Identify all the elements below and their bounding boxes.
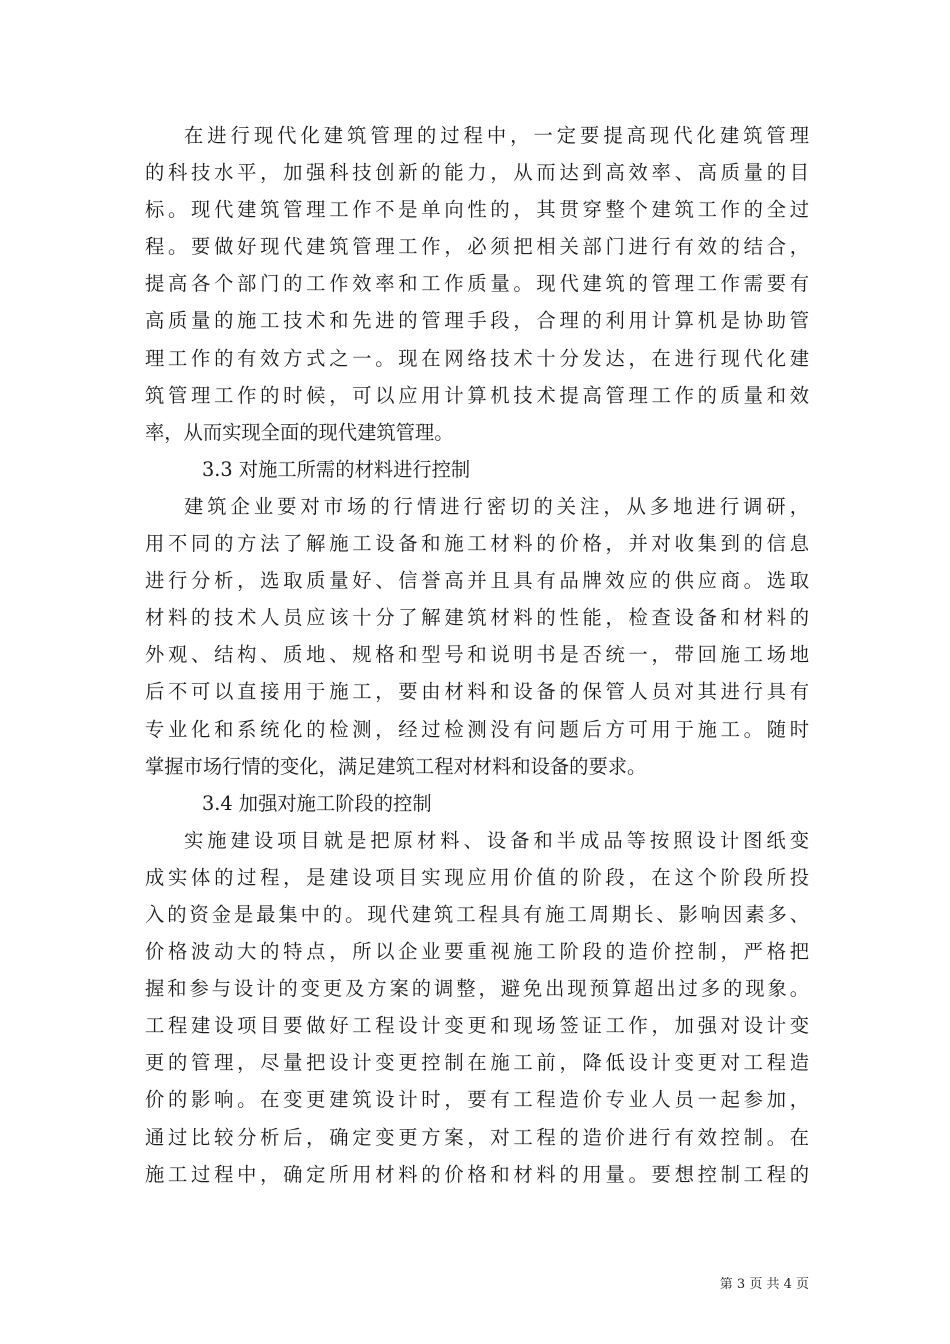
text-line: 率，从而实现全面的现代建筑管理。 [145, 420, 454, 444]
text-line: 标。现代建筑管理工作不是单向性的，其贯穿整个建筑工作的全过 [145, 198, 809, 222]
text-line: 外观、结构、质地、规格和型号和说明书是否统一，带回施工场地 [145, 643, 809, 667]
text-line: 实施建设项目就是把原材料、设备和半成品等按照设计图纸变 [184, 828, 809, 852]
text-line: 进行分析，选取质量好、信誉高并且具有品牌效应的供应商。选取 [145, 569, 809, 593]
text-line: 建筑企业要对市场的行情进行密切的关注，从多地进行调研， [184, 494, 809, 518]
text-line: 专业化和系统化的检测，经过检测没有问题后方可用于施工。随时 [145, 717, 809, 741]
section-heading: 3.4 加强对施工阶段的控制 [202, 791, 432, 815]
text-line: 的科技水平，加强科技创新的能力，从而达到高效率、高质量的目 [145, 161, 809, 185]
text-line: 施工过程中，确定所用材料的价格和材料的用量。要想控制工程的 [145, 1162, 809, 1186]
text-line: 筑管理工作的时候，可以应用计算机技术提高管理工作的质量和效 [145, 383, 809, 407]
text-line: 理工作的有效方式之一。现在网络技术十分发达，在进行现代化建 [145, 346, 809, 370]
page-number: 第 3 页 共 4 页 [719, 1277, 809, 1292]
text-line: 更的管理，尽量把设计变更控制在施工前，降低设计变更对工程造 [145, 1051, 809, 1075]
text-line: 提高各个部门的工作效率和工作质量。现代建筑的管理工作需要有 [145, 272, 809, 296]
text-line: 材料的技术人员应该十分了解建筑材料的性能，检查设备和材料的 [145, 606, 809, 630]
text-line: 价格波动大的特点，所以企业要重视施工阶段的造价控制，严格把 [145, 940, 809, 964]
text-line: 高质量的施工技术和先进的管理手段，合理的利用计算机是协助管 [145, 309, 809, 333]
text-line: 握和参与设计的变更及方案的调整，避免出现预算超出过多的现象。 [145, 977, 809, 1001]
text-line: 在进行现代化建筑管理的过程中，一定要提高现代化建筑管理 [184, 124, 809, 147]
text-line: 通过比较分析后，确定变更方案，对工程的造价进行有效控制。在 [145, 1125, 809, 1149]
text-line: 程。要做好现代建筑管理工作，必须把相关部门进行有效的结合， [145, 235, 809, 259]
text-line: 工程建设项目要做好工程设计变更和现场签证工作，加强对设计变 [145, 1014, 809, 1038]
text-line: 掌握市场行情的变化，满足建筑工程对材料和设备的要求。 [145, 754, 647, 778]
text-line: 入的资金是最集中的。现代建筑工程具有施工周期长、影响因素多、 [145, 902, 809, 926]
document-body [145, 117, 809, 1193]
section-heading: 3.3 对施工所需的材料进行控制 [202, 457, 471, 481]
text-line: 成实体的过程，是建设项目实现应用价值的阶段，在这个阶段所投 [145, 865, 809, 889]
text-line: 后不可以直接用于施工，要由材料和设备的保管人员对其进行具有 [145, 680, 809, 704]
text-line: 价的影响。在变更建筑设计时，要有工程造价专业人员一起参加， [145, 1088, 809, 1112]
text-line: 用不同的方法了解施工设备和施工材料的价格，并对收集到的信息 [145, 532, 809, 556]
